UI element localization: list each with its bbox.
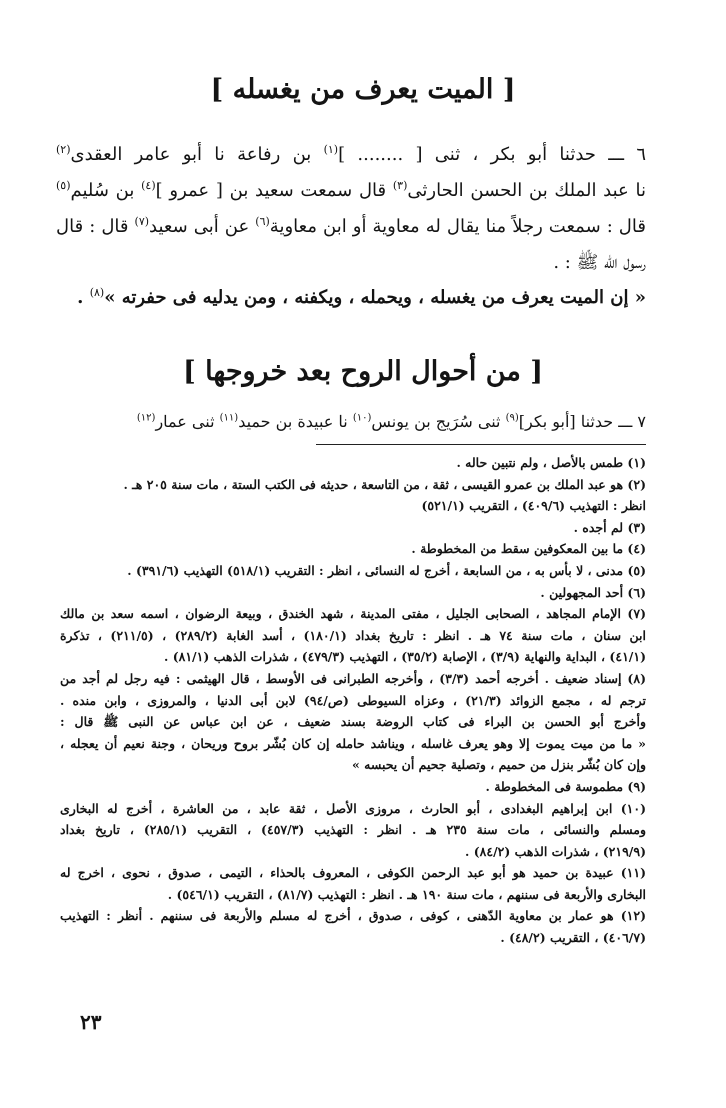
- footnote-line: (١٠) ابن إبراهيم البغدادى ، أبو الحارث ، مروزى الأصل ، ثقة عابد ، من العاشرة ، أخرج له البخارى: [60, 800, 646, 816]
- footnote-line: ترجم له ، مجمع الزوائد (٢١/٣) ، وعزاه السيوطى (ص/٩٤) لابن أبى الدنيا ، والمروزى ، وابن منده .: [60, 692, 646, 708]
- footnote-line: وأخرج أبو الحسن بن البراء فى كتاب الروضة بسند ضعيف ، عن ابن عباس عن النبى ﷺ قال :: [60, 714, 646, 730]
- footnote-line: وإن كان بُشّر بنزل من حميم ، وتصلية جحيم أن يحبسه »: [351, 757, 646, 773]
- section-heading-2: [ من أحوال الروح بعد خروجها ]: [182, 356, 544, 387]
- footnote-line: (٢١٩/٩) ، شذرات الذهب (٨٤/٢) .: [465, 843, 646, 859]
- footnote-line: (٤٠٦/٧) ، التقريب (٤٨/٢) .: [500, 930, 646, 946]
- hadith-6: [56, 137, 646, 281]
- footnote-line: (١٢) هو عمار بن معاوية الدّهنى ، كوفى ، صدوق ، أخرج له مسلم والأربعة فى سننهم . أنظر : التهذيب: [60, 908, 646, 924]
- footnote-line: (٩) مطموسة فى المخطوطة .: [485, 778, 646, 794]
- footnote-line: البخارى والأربعة فى سننهم ، مات سنة ١٩٠ هـ . انظر : التهذيب (٨١/٧) ، التقريب (٥٤٦/١) .: [167, 886, 646, 902]
- footnote-line: ومسلم والنسائى ، مات سنة ٢٣٥ هـ . انظر : التهذيب (٤٥٧/٣) ، التقريب (٢٨٥/١) ، تاريخ بغداد: [60, 822, 646, 838]
- section-heading-1: [ الميت يعرف من يغسله ]: [210, 74, 516, 105]
- footnote-line: (٤) ما بين المعكوفين سقط من المخطوطة .: [411, 541, 646, 557]
- footnote-line: (٢) هو عبد الملك بن عمرو القيسى ، ثقة ، من التاسعة ، حديثه فى الكتب الستة ، مات سنة ٢٠٥ هـ .: [123, 476, 646, 492]
- footnote-line: (٤١/١) ، البداية والنهاية (٣/٩) ، الإصابة (٣٥/٢) ، التهذيب (٤٧٩/٣) ، شذرات الذهب (٨١/١) .: [164, 649, 646, 665]
- hadith-6-quote: « إن الميت يعرف من يغسله ، ويحمله ، ويكفنه ، ومن يدليه فى حفرته »$^{(٨)}$ .: [77, 286, 646, 308]
- footnote-line: ابن سنان ، مات سنة ٧٤ هـ . انظر : تاريخ بغداد (١٨٠/١) ، أسد الغابة (٢٨٩/٢) ، (٢١١/٥) ، تذكرة: [60, 627, 646, 643]
- hadith-6-line-4: رسول الله ﷺ : .: [553, 252, 646, 273]
- footnote-line: (١١) عبيدة بن حميد هو أبو عبد الرحمن الكوفى ، المعروف بالحذاء ، التيمى ، صدوق ، نحوى ، اخرج له: [60, 865, 646, 881]
- page-number: ٢٣: [80, 1010, 102, 1034]
- footnote-line: (٣) لم أجده .: [573, 519, 646, 535]
- hadith-7: ٧ ـــ حدثنا [أبو بكر]$^{(٩)}$ ثنى سُرَيج بن يونس$^{(١٠)}$ نا عبيدة بن حميد$^{(١١)}$ ثنى عمار$^{(١٢)}$: [136, 412, 646, 431]
- footnote-line: (١) طمس بالأصل ، ولم نتبين حاله .: [456, 455, 646, 470]
- footnote-line: (٧) الإمام المجاهد ، الصحابى الجليل ، مفتى المدينة ، شهد الخندق ، وبيعة الرضوان ، اسمه سعد بن مالك: [60, 606, 646, 622]
- hadith-6-line-3: قال : سمعت رجلاً منا يقال له معاوية أو ابن معاوية$^{(٦)}$ عن أبى سعيد$^{(٧)}$ قال : قال: [56, 215, 646, 237]
- hadith-6-line-1: ٦ ـــ حدثنا أبو بكر ، ثنى [ ........ ]$^{(١)}$ بن رفاعة نا أبو عامر العقدى$^{(٢)}$: [56, 143, 646, 165]
- footnote-divider: [316, 444, 646, 445]
- footnote-line: (٦) أحد المجهولين .: [540, 584, 646, 600]
- footnote-line: « ما من ميت يموت إلا وهو يعرف غاسله ، ويناشد حامله إن كان بُشّر بروح وريحان ، وجنة نعيم أن يعجله ،: [60, 735, 646, 751]
- footnote-line: (٨) إسناد ضعيف . أخرجه أحمد (٣/٣) ، وأخرجه الطبرانى فى الأوسط ، قال الهيثمى : فيه رجل لم أجد من: [60, 670, 646, 686]
- hadith-6-line-2: نا عبد الملك بن الحسن الحارثى$^{(٣)}$ قال سمعت سعيد بن [ عمرو ]$^{(٤)}$ بن سُليم$^{(٥)}$: [56, 179, 646, 201]
- footnotes: [60, 452, 646, 949]
- footnote-line: انظر : التهذيب (٤٠٩/٦) ، التقريب (٥٢١/١): [421, 498, 646, 514]
- footnote-line: (٥) مدنى ، لا بأس به ، من السابعة ، أخرج له النسائى ، انظر : التقريب (٥١٨/١) التهذيب (٣٩١/٦) .: [127, 562, 646, 578]
